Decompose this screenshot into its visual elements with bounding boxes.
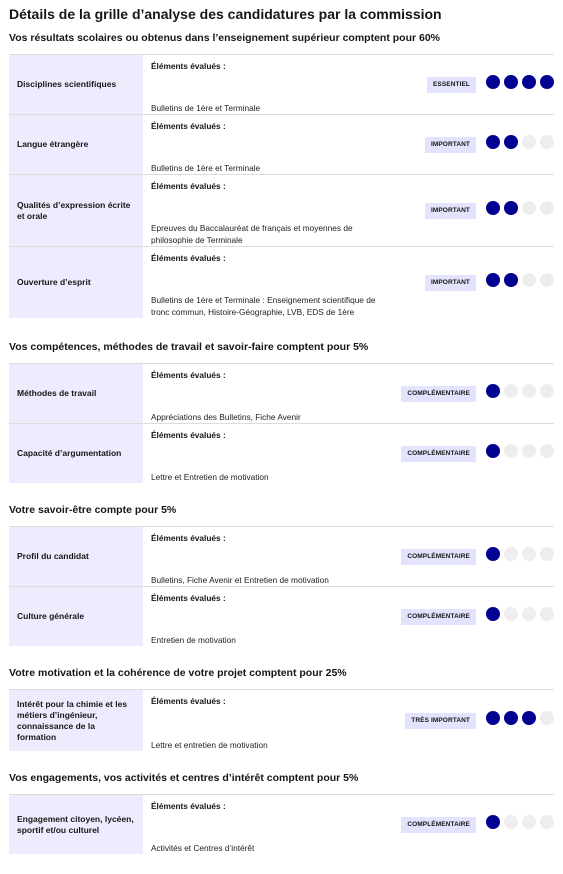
level-dots: [482, 384, 554, 403]
section-spacer: [9, 854, 554, 874]
level-dot-filled-icon: [486, 815, 500, 829]
criterion-row: [9, 54, 554, 114]
criterion-name: Disciplines scientifiques: [9, 55, 143, 114]
level-dot-empty-icon: [540, 547, 554, 561]
importance-badge: COMPLÉMENTAIRE: [401, 446, 476, 462]
importance-rating: [401, 587, 554, 646]
evaluated-value: Bulletins de 1ère et Terminale: [151, 103, 261, 113]
evaluated-label: Éléments évalués :: [151, 181, 226, 191]
importance-badge: IMPORTANT: [425, 203, 476, 219]
level-dot-filled-icon: [486, 135, 500, 149]
level-dots: [482, 607, 554, 626]
criterion-row: [9, 794, 554, 854]
level-dot-filled-icon: [486, 444, 500, 458]
level-dot-empty-icon: [522, 547, 536, 561]
level-dot-filled-icon: [486, 547, 500, 561]
evaluated-value: Entretien de motivation: [151, 635, 236, 645]
criterion-row: [9, 423, 554, 483]
evaluated-value: Activités et Centres d’intérêt: [151, 843, 255, 853]
criterion-row: [9, 114, 554, 174]
level-dot-filled-icon: [504, 273, 518, 287]
level-dots: [482, 75, 554, 94]
section-spacer: [9, 646, 554, 666]
importance-badge: COMPLÉMENTAIRE: [401, 386, 476, 402]
section-title: Vos compétences, méthodes de travail et savoir-faire comptent pour 5%: [9, 341, 369, 353]
level-dot-empty-icon: [522, 607, 536, 621]
level-dot-empty-icon: [522, 201, 536, 215]
level-dot-empty-icon: [504, 384, 518, 398]
criterion-name: Profil du candidat: [9, 527, 143, 586]
level-dot-empty-icon: [504, 444, 518, 458]
criterion-name: Langue étrangère: [9, 115, 143, 174]
importance-rating: [401, 424, 554, 483]
level-dots: [482, 273, 554, 292]
level-dot-empty-icon: [522, 273, 536, 287]
sections-container: [9, 31, 554, 874]
section-title: Votre motivation et la cohérence de votre projet comptent pour 25%: [9, 667, 347, 679]
level-dot-empty-icon: [540, 384, 554, 398]
criterion-name: Qualités d’expression écrite et orale: [9, 175, 143, 246]
evaluated-label: Éléments évalués :: [151, 593, 226, 603]
evaluated-label: Éléments évalués :: [151, 370, 226, 380]
level-dot-filled-icon: [486, 75, 500, 89]
section-spacer: [9, 751, 554, 771]
criterion-row: [9, 689, 554, 751]
criterion-row: [9, 526, 554, 586]
criteria-section: [9, 503, 554, 666]
evaluated-label: Éléments évalués :: [151, 61, 226, 71]
criterion-name: Engagement citoyen, lycéen, sportif et/ou culturel: [9, 795, 143, 854]
level-dot-filled-icon: [522, 75, 536, 89]
importance-badge: ESSENTIEL: [427, 77, 476, 93]
level-dot-empty-icon: [540, 815, 554, 829]
importance-rating: [405, 690, 554, 751]
criterion-row: [9, 586, 554, 646]
evaluated-value: Lettre et Entretien de motivation: [151, 472, 269, 482]
importance-badge: COMPLÉMENTAIRE: [401, 609, 476, 625]
level-dot-empty-icon: [540, 444, 554, 458]
criterion-row: [9, 174, 554, 246]
level-dot-filled-icon: [522, 711, 536, 725]
level-dots: [482, 201, 554, 220]
importance-rating: [425, 175, 554, 246]
evaluated-value: Bulletins de 1ère et Terminale : Enseignement scientifique de tronc commun, Histoire-Géographie, LVB, EDS de 1ère: [151, 295, 376, 317]
section-title: Vos résultats scolaires ou obtenus dans l’enseignement supérieur comptent pour 60%: [9, 32, 440, 44]
level-dot-filled-icon: [540, 75, 554, 89]
importance-badge: IMPORTANT: [425, 275, 476, 291]
level-dot-filled-icon: [486, 201, 500, 215]
evaluated-value: Epreuves du Baccalauréat de français et moyennes de philosophie de Terminale: [151, 223, 353, 245]
criterion-name: Culture générale: [9, 587, 143, 646]
criterion-name: Ouverture d’esprit: [9, 247, 143, 318]
criterion-row: [9, 246, 554, 318]
importance-rating: [401, 527, 554, 586]
section-spacer: [9, 483, 554, 503]
level-dot-empty-icon: [522, 444, 536, 458]
level-dots: [482, 547, 554, 566]
criteria-section: [9, 771, 554, 874]
criteria-section: [9, 340, 554, 503]
level-dot-empty-icon: [540, 135, 554, 149]
level-dot-empty-icon: [522, 384, 536, 398]
evaluated-label: Éléments évalués :: [151, 696, 226, 706]
page-title: Détails de la grille d’analyse des candidatures par la commission: [9, 6, 442, 22]
importance-badge: COMPLÉMENTAIRE: [401, 817, 476, 833]
evaluated-label: Éléments évalués :: [151, 121, 226, 131]
level-dots: [482, 135, 554, 154]
importance-rating: [425, 247, 554, 318]
criteria-section: [9, 31, 554, 340]
level-dot-empty-icon: [504, 815, 518, 829]
level-dot-filled-icon: [486, 711, 500, 725]
level-dot-empty-icon: [504, 547, 518, 561]
importance-rating: [427, 55, 554, 114]
level-dot-empty-icon: [540, 607, 554, 621]
evaluated-label: Éléments évalués :: [151, 533, 226, 543]
evaluated-value: Lettre et entretien de motivation: [151, 740, 268, 750]
criterion-name: Intérêt pour la chimie et les métiers d’ingénieur, connaissance de la formation: [9, 690, 143, 751]
importance-badge: TRÈS IMPORTANT: [405, 713, 476, 729]
importance-rating: [425, 115, 554, 174]
level-dots: [482, 444, 554, 463]
level-dot-filled-icon: [504, 135, 518, 149]
level-dot-filled-icon: [486, 384, 500, 398]
level-dot-empty-icon: [522, 135, 536, 149]
level-dot-filled-icon: [486, 607, 500, 621]
importance-badge: COMPLÉMENTAIRE: [401, 549, 476, 565]
criterion-name: Capacité d’argumentation: [9, 424, 143, 483]
level-dots: [482, 711, 554, 730]
evaluated-label: Éléments évalués :: [151, 430, 226, 440]
section-title: Votre savoir-être compte pour 5%: [9, 504, 177, 516]
evaluated-value: Bulletins, Fiche Avenir et Entretien de motivation: [151, 575, 329, 585]
criterion-row: [9, 363, 554, 423]
evaluated-label: Éléments évalués :: [151, 253, 226, 263]
level-dot-empty-icon: [522, 815, 536, 829]
evaluated-label: Éléments évalués :: [151, 801, 226, 811]
importance-rating: [401, 795, 554, 854]
criteria-section: [9, 666, 554, 771]
level-dot-empty-icon: [540, 201, 554, 215]
criterion-name: Méthodes de travail: [9, 364, 143, 423]
level-dots: [482, 815, 554, 834]
level-dot-filled-icon: [504, 201, 518, 215]
importance-rating: [401, 364, 554, 423]
level-dot-empty-icon: [504, 607, 518, 621]
level-dot-empty-icon: [540, 273, 554, 287]
level-dot-filled-icon: [504, 75, 518, 89]
evaluated-value: Bulletins de 1ère et Terminale: [151, 163, 261, 173]
level-dot-empty-icon: [540, 711, 554, 725]
level-dot-filled-icon: [486, 273, 500, 287]
section-title: Vos engagements, vos activités et centres d’intérêt comptent pour 5%: [9, 772, 359, 784]
evaluated-value: Appréciations des Bulletins, Fiche Avenir: [151, 412, 301, 422]
level-dot-filled-icon: [504, 711, 518, 725]
importance-badge: IMPORTANT: [425, 137, 476, 153]
section-spacer: [9, 318, 554, 340]
